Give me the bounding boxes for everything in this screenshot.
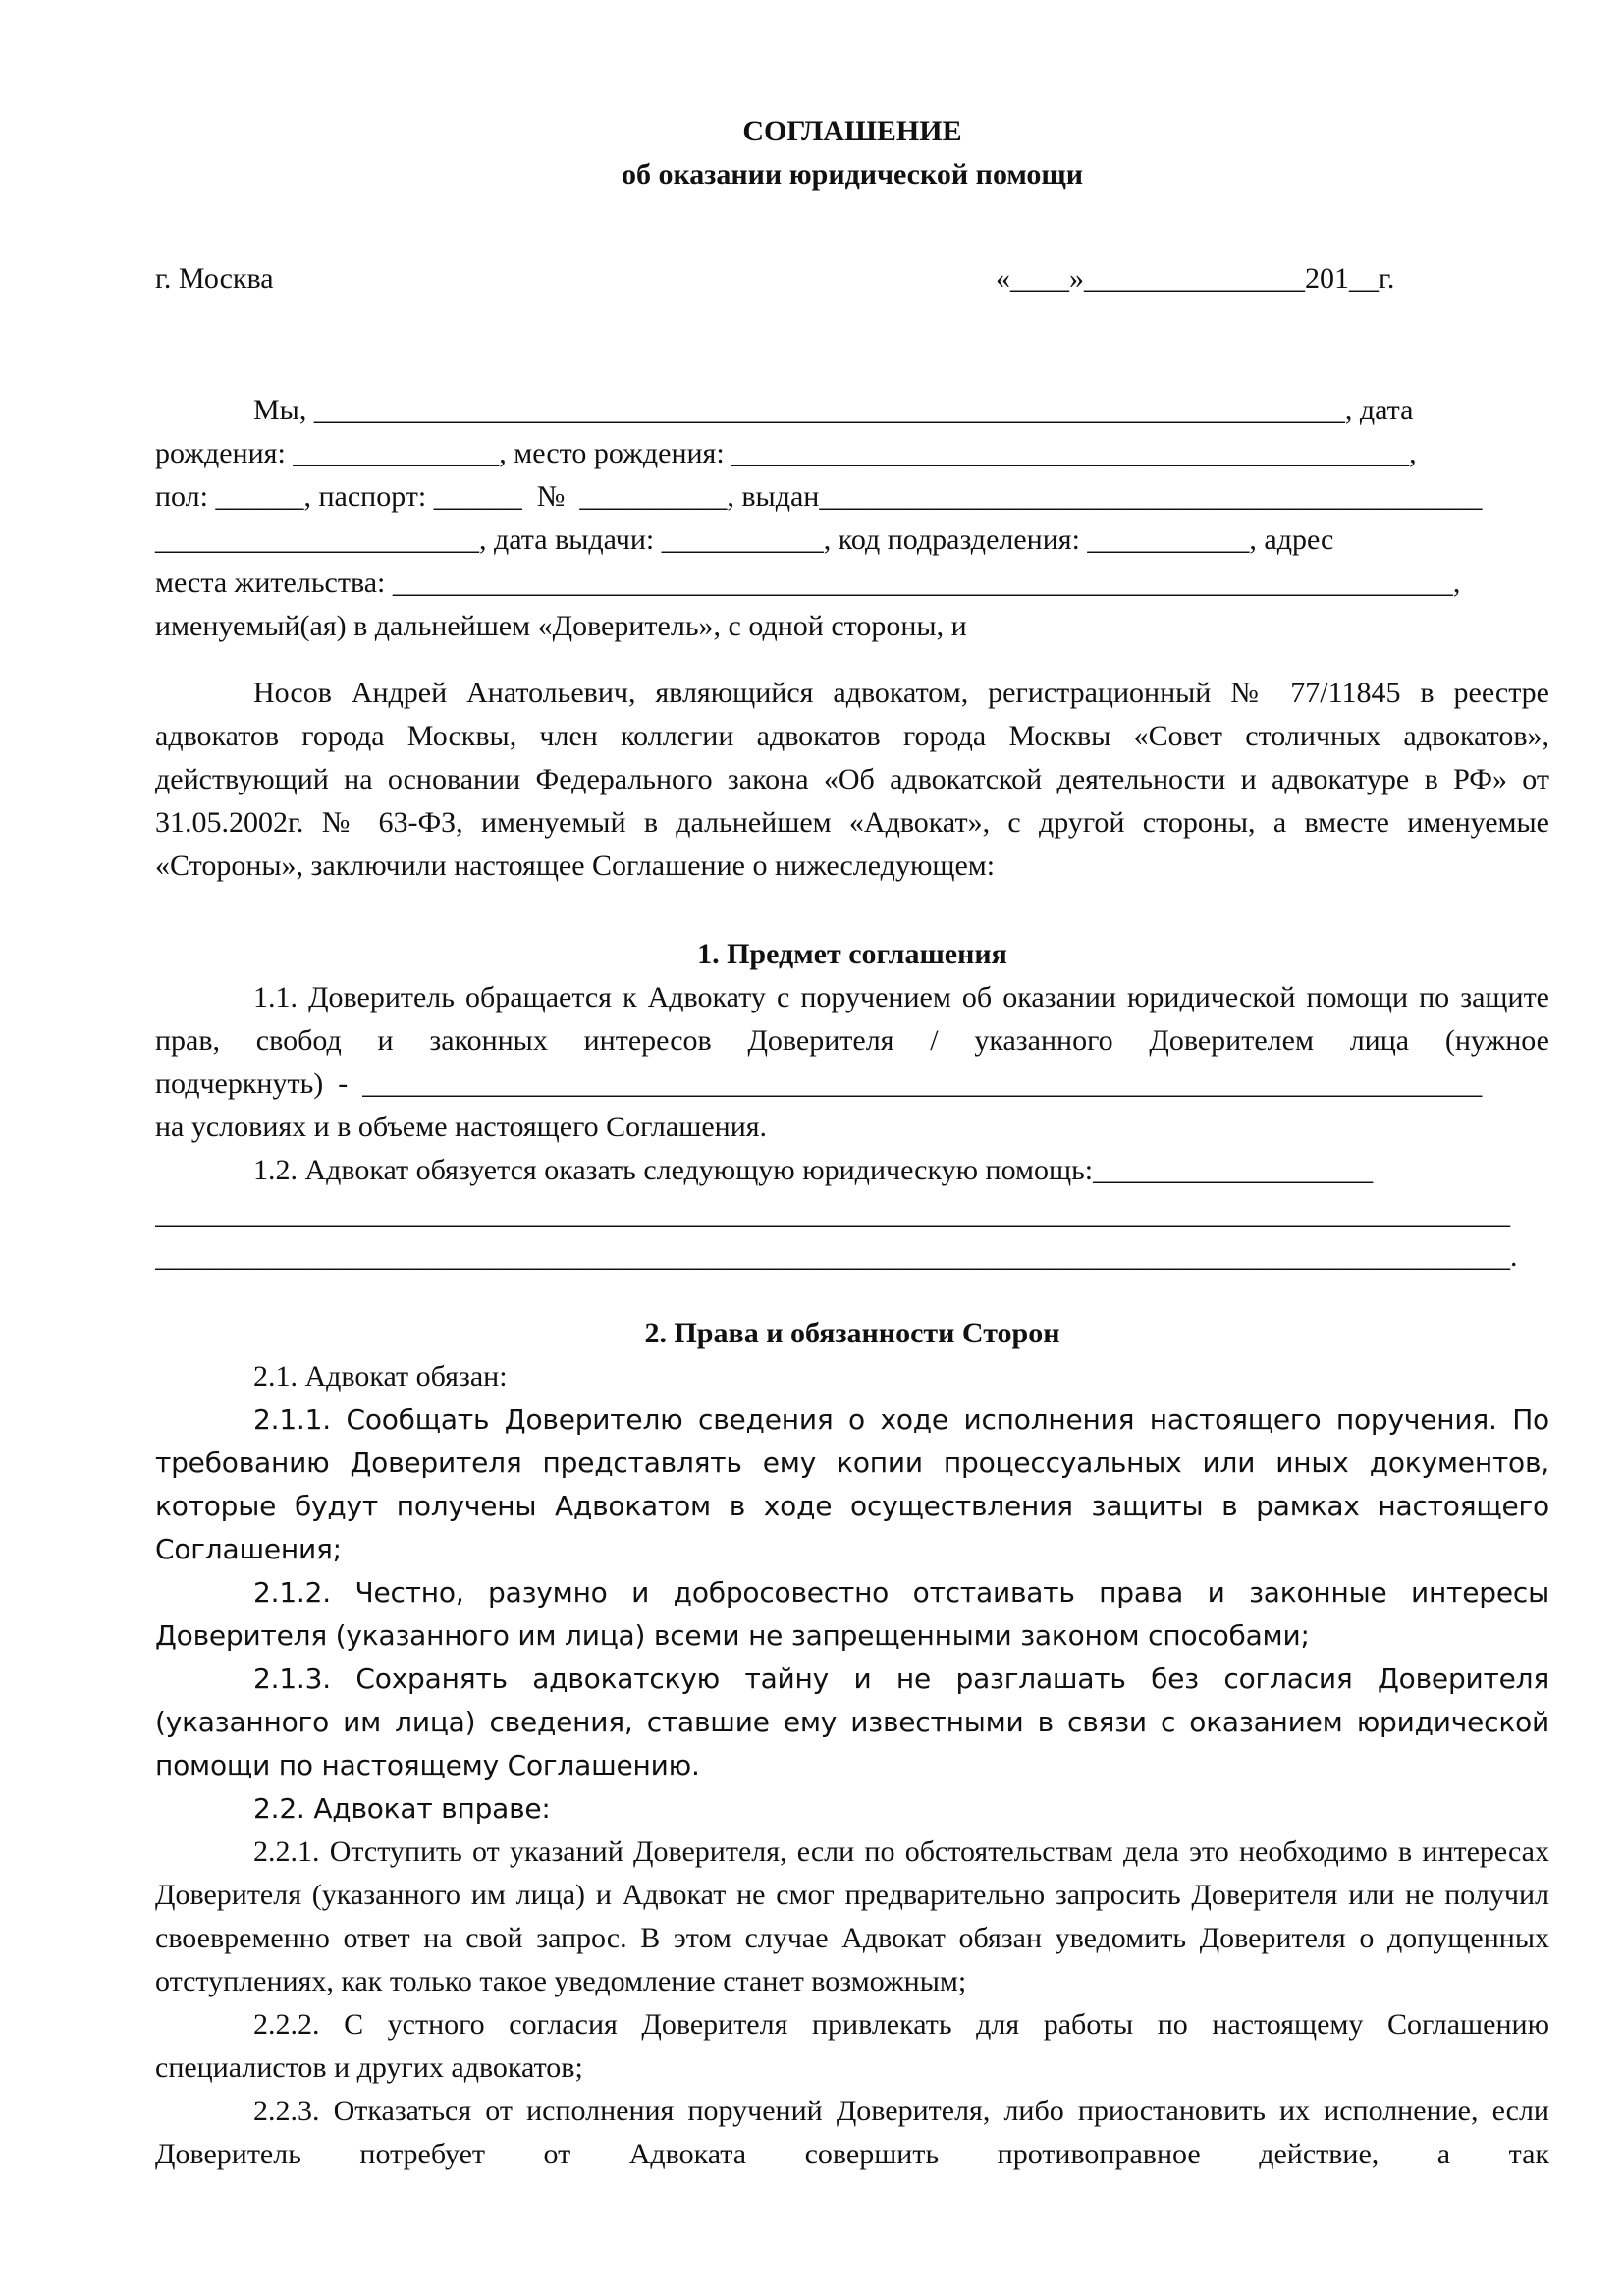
clause-1-2: 1.2. Адвокат обязуется оказать следующую юридическую помощь:___________________ <box>253 1154 1374 1186</box>
clause-2-1-2: 2.1.2. Честно, разумно и добросовестно отстаивать права и законные интересы Доверителя (указанного им лица) всеми не запрещенными законом способами; <box>155 1576 1549 1652</box>
document-header <box>155 110 1549 196</box>
client-line-5: места жительства: ________________________________________________________________________, <box>155 567 1461 599</box>
lawyer-details-block <box>155 672 1549 888</box>
place-date-row <box>155 257 1549 301</box>
clause-2-2: 2.2. Адвокат вправе: <box>253 1792 551 1825</box>
blank-line-1: ____________________________________________________________________________________________ <box>155 1197 1510 1230</box>
clause-2-2-2: 2.2.2. С устного согласия Доверителя привлекать для работы по настоящему Соглашению специалистов и других адвокатов; <box>155 2008 1549 2084</box>
client-line-3: пол: ______, паспорт: ______ № __________, выдан_____________________________________________ <box>155 480 1483 513</box>
client-line-2: рождения: ______________, место рождения: ______________________________________________, <box>155 437 1417 469</box>
client-line-4: ______________________, дата выдачи: ___________, код подразделения: ___________, адрес <box>155 523 1334 556</box>
clause-2-2-3: 2.2.3. Отказаться от исполнения поручений Доверителя, либо приостановить их исполнение, если Доверитель потребует от Адвоката совершить противоправное действие, а так <box>155 2095 1549 2170</box>
clause-2-1: 2.1. Адвокат обязан: <box>253 1360 508 1393</box>
client-line-6: именуемый(ая) в дальнейшем «Доверитель», с одной стороны, и <box>155 610 967 642</box>
clause-1-1-underline: подчеркнуть) - ____________________________________________________________________________ <box>155 1067 1483 1100</box>
section-2-heading: 2. Права и обязанности Сторон <box>644 1317 1060 1349</box>
section-1-heading: 1. Предмет соглашения <box>697 938 1007 970</box>
clause-2-1-1: 2.1.1. Сообщать Доверителю сведения о ходе исполнения настоящего поручения. По требованию Доверителя представлять ему копии процессуальных или иных документов, которые будут получены Адвокатом в ходе осуществления защиты в рамках настоящего Соглашения; <box>155 1403 1549 1565</box>
date-field: «____»_______________201__г. <box>996 262 1395 295</box>
document-title: СОГЛАШЕНИЕ <box>742 115 962 147</box>
lawyer-paragraph: Носов Андрей Анатольевич, являющийся адвокатом, регистрационный № 77/11845 в реестре адвокатов города Москвы, член коллегии адвокатов города Москвы «Совет столичных адвокатов», действующий на основании Федерального закона «Об адвокатской деятельности и адвокатуре в РФ» от 31.05.2002г. № 63-ФЗ, именуемый в дальнейшем «Адвокат», с другой стороны, а вместе именуемые «Стороны», заключили настоящее Соглашение о нижеследующем: <box>155 677 1549 882</box>
section-1 <box>155 933 1549 1279</box>
client-line-1: Мы, ______________________________________________________________________, дата <box>253 394 1414 426</box>
clause-2-1-3: 2.1.3. Сохранять адвокатскую тайну и не разглашать без согласия Доверителя (указанного им лица) сведения, ставшие ему известными в связи с оказанием юридической помощи по настоящему Соглашению. <box>155 1663 1549 1781</box>
clause-2-2-1: 2.2.1. Отступить от указаний Доверителя, если по обстоятельствам дела это необходимо в интересах Доверителя (указанного им лица) и Адвокат не смог предварительно запросить Доверителя или не получил своевременно ответ на свой запрос. В этом случае Адвокат обязан уведомить Доверителя о допущенных отступлениях, как только такое уведомление станет возможным; <box>155 1835 1549 1997</box>
city-label: г. Москва <box>155 262 274 295</box>
section-2 <box>155 1312 1549 2176</box>
document-subtitle: об оказании юридической помощи <box>621 158 1084 191</box>
clause-1-1-end: на условиях и в объеме настоящего Соглашения. <box>155 1111 768 1143</box>
blank-line-2: ____________________________________________________________________________________________. <box>155 1240 1518 1273</box>
client-details-block <box>155 389 1549 648</box>
clause-1-1: 1.1. Доверитель обращается к Адвокату с поручением об оказании юридической помощи по защите прав, свобод и законных интересов Доверителя / указанного Доверителем лица (нужное <box>155 981 1549 1057</box>
